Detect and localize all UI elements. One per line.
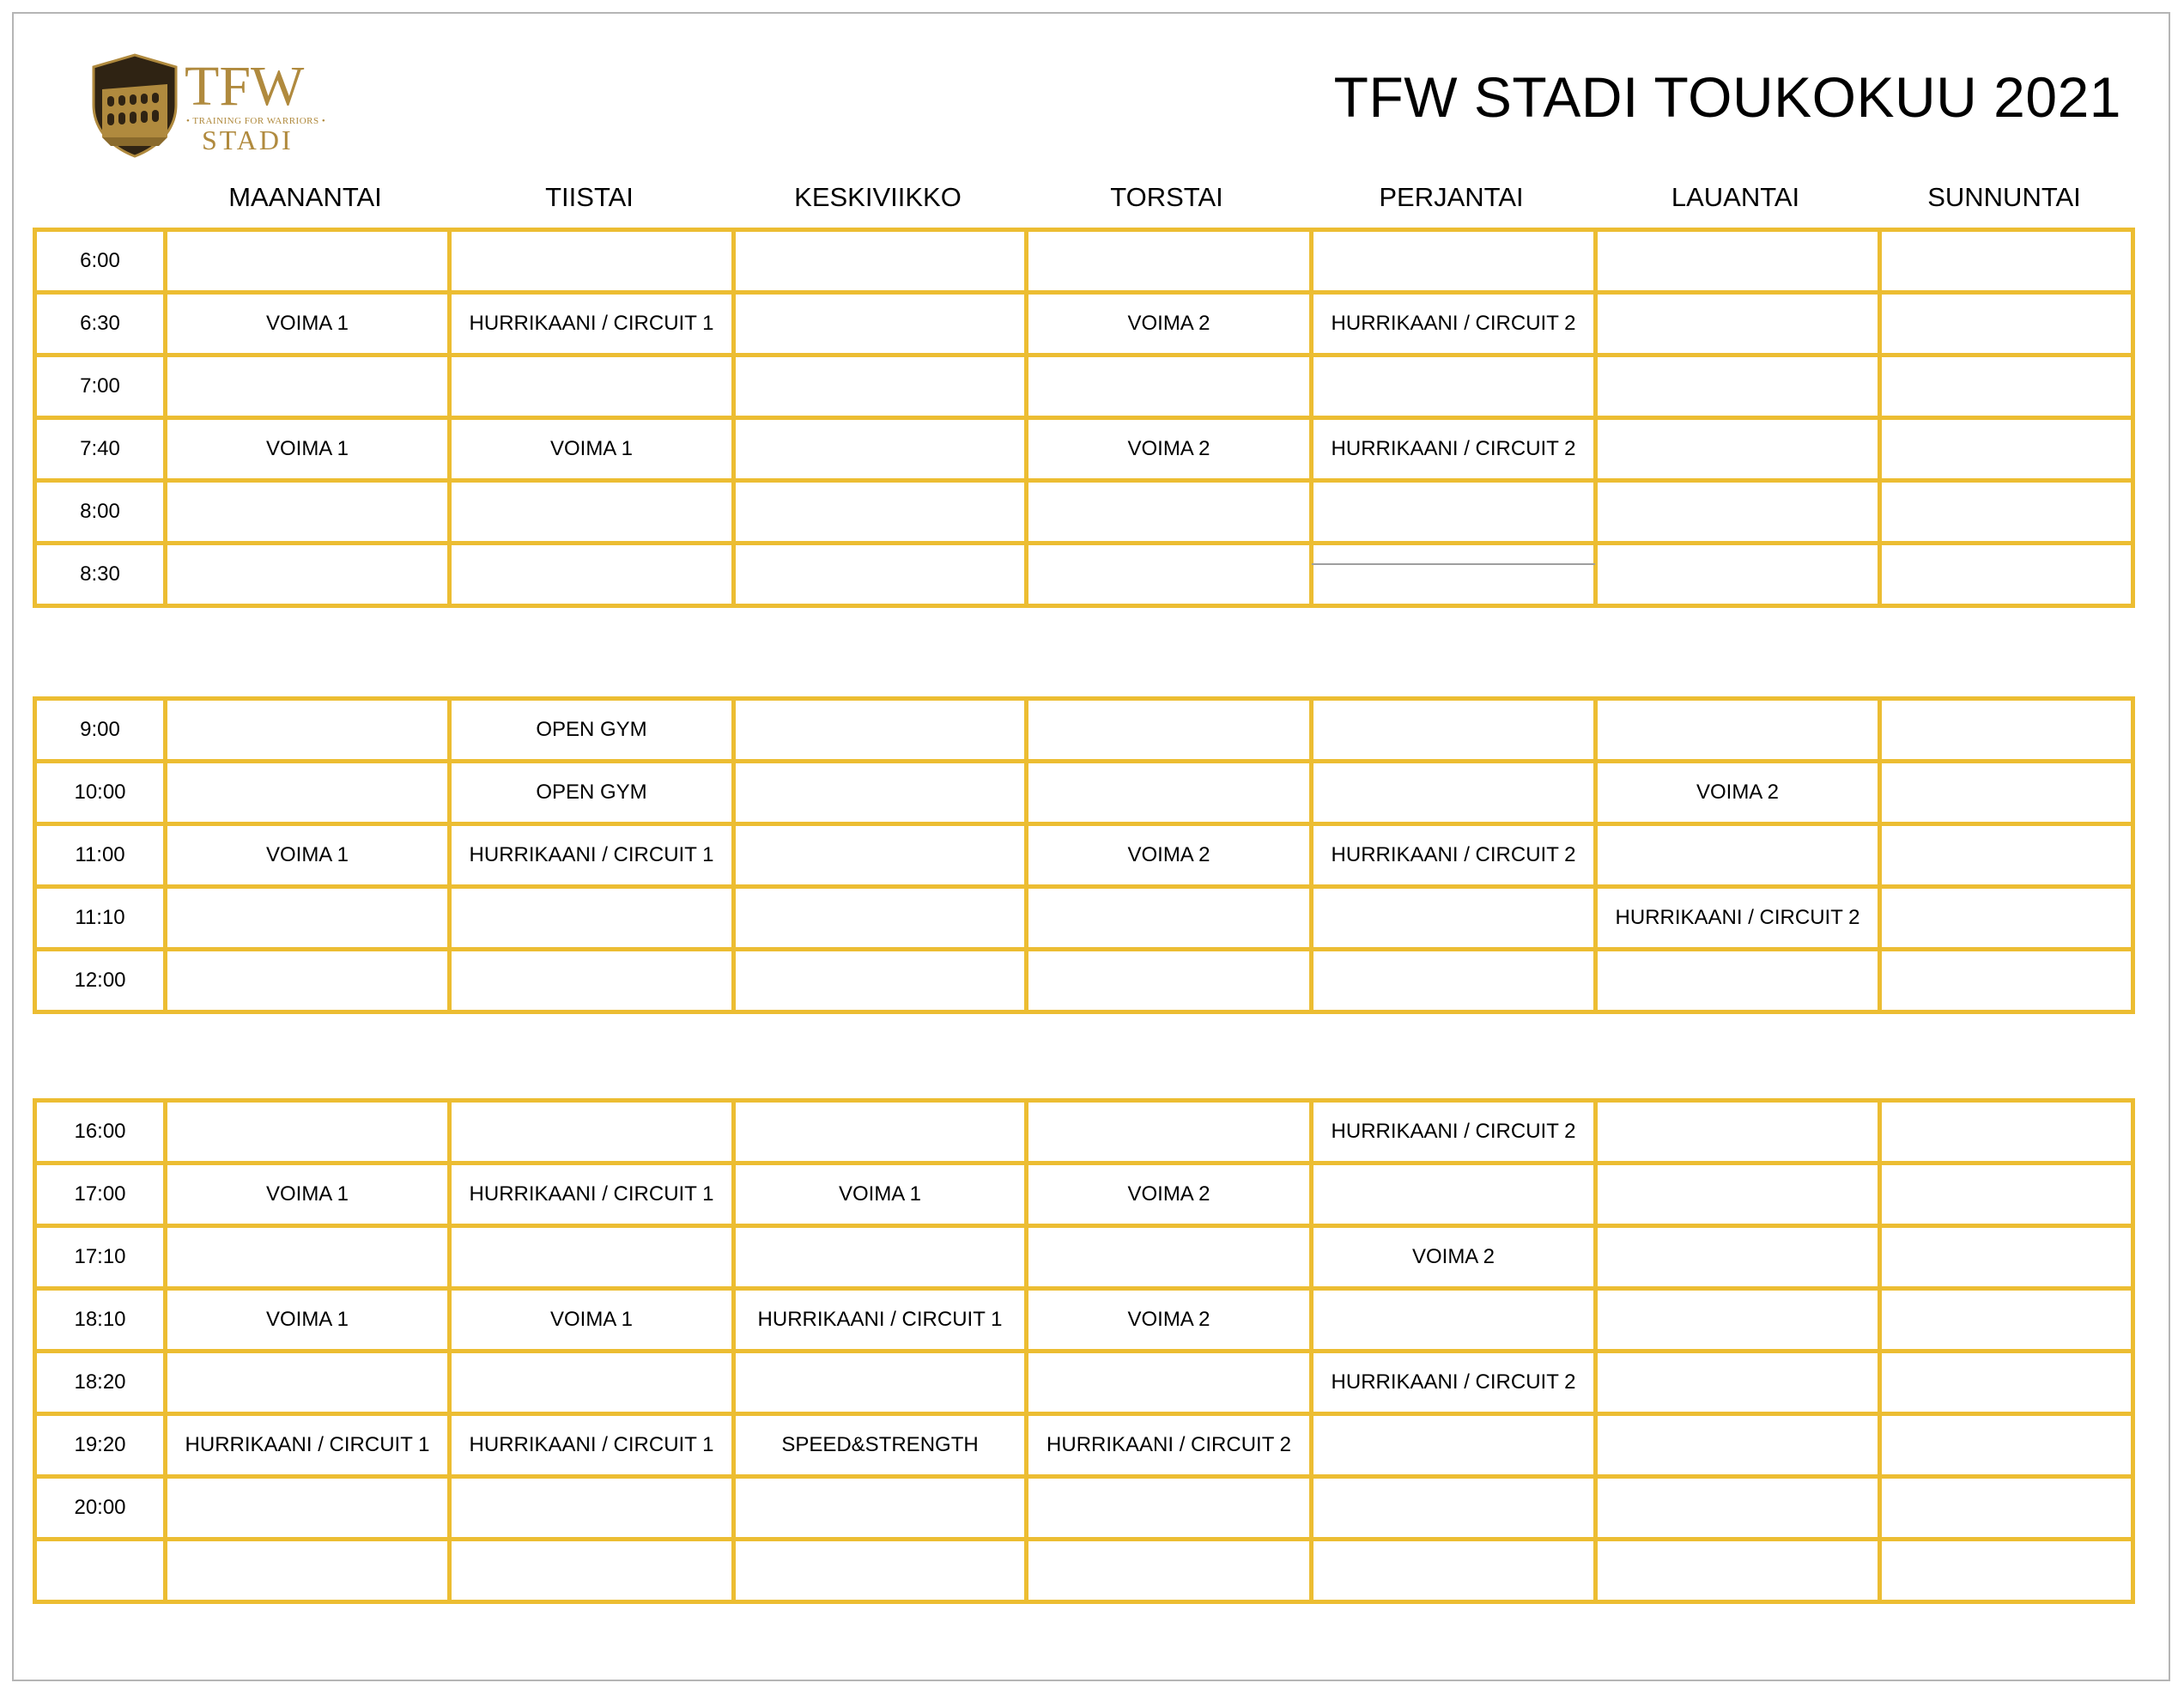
class-cell-thursday [1027, 230, 1312, 293]
class-cell-sunday [1880, 824, 2133, 887]
class-cell-monday: VOIMA 1 [166, 418, 450, 481]
class-cell-wednesday [734, 762, 1027, 824]
schedule-row [35, 1414, 2133, 1477]
class-cell-sunday [1880, 1289, 2133, 1352]
class-cell-saturday [1596, 699, 1880, 762]
class-cell-thursday [1027, 887, 1312, 950]
time-slot-label: 6:30 [35, 293, 166, 355]
class-cell-monday [166, 1477, 450, 1540]
class-cell-monday [166, 355, 450, 418]
schedule-row [35, 762, 2133, 824]
time-slot-label: 11:10 [35, 887, 166, 950]
class-cell-wednesday [734, 824, 1027, 887]
class-cell-wednesday [734, 355, 1027, 418]
class-cell-monday [166, 762, 450, 824]
class-cell-friday [1312, 887, 1596, 950]
schedule-row [35, 355, 2133, 418]
class-cell-monday [166, 887, 450, 950]
time-slot-label: 11:00 [35, 824, 166, 887]
class-cell-saturday [1596, 230, 1880, 293]
schedule-row [35, 481, 2133, 544]
class-cell-saturday [1596, 481, 1880, 544]
logo-location-text: STADI [202, 125, 294, 155]
class-cell-monday: VOIMA 1 [166, 824, 450, 887]
time-slot-label: 10:00 [35, 762, 166, 824]
day-header-friday: PERJANTAI [1379, 182, 1524, 212]
class-cell-monday [166, 1352, 450, 1414]
time-slot-label: 8:30 [35, 544, 166, 606]
class-cell-tuesday [450, 1352, 734, 1414]
class-cell-wednesday [734, 699, 1027, 762]
class-cell-sunday [1880, 1163, 2133, 1226]
class-cell-saturday [1596, 1414, 1880, 1477]
time-slot-label: 17:10 [35, 1226, 166, 1289]
class-cell-thursday: HURRIKAANI / CIRCUIT 2 [1027, 1414, 1312, 1477]
class-cell-thursday [1027, 481, 1312, 544]
class-cell-thursday [1027, 1540, 1312, 1602]
schedule-row [35, 418, 2133, 481]
class-cell-sunday [1880, 1540, 2133, 1602]
day-header-saturday: LAUANTAI [1671, 182, 1800, 212]
class-cell-monday [166, 699, 450, 762]
class-cell-tuesday [450, 950, 734, 1012]
class-cell-thursday: VOIMA 2 [1027, 824, 1312, 887]
schedule-table-morning [33, 228, 2135, 608]
class-cell-thursday [1027, 1101, 1312, 1163]
class-cell-sunday [1880, 1101, 2133, 1163]
class-cell-tuesday [450, 887, 734, 950]
class-cell-sunday [1880, 355, 2133, 418]
class-cell-saturday [1596, 1163, 1880, 1226]
schedule-table-evening [33, 1098, 2135, 1604]
class-cell-friday: HURRIKAANI / CIRCUIT 2 [1312, 1101, 1596, 1163]
class-cell-saturday [1596, 824, 1880, 887]
time-slot-label: 9:00 [35, 699, 166, 762]
class-cell-tuesday [450, 355, 734, 418]
class-cell-thursday [1027, 544, 1312, 606]
class-cell-saturday [1596, 355, 1880, 418]
class-cell-tuesday [450, 1540, 734, 1602]
class-cell-thursday [1027, 950, 1312, 1012]
class-cell-sunday [1880, 418, 2133, 481]
class-cell-tuesday [450, 544, 734, 606]
schedule-row [35, 824, 2133, 887]
day-header-sunday: SUNNUNTAI [1927, 182, 2081, 212]
class-cell-tuesday [450, 481, 734, 544]
colosseum-shield-icon [90, 52, 339, 160]
time-slot-label [35, 1540, 166, 1602]
schedule-row [35, 699, 2133, 762]
class-cell-sunday [1880, 293, 2133, 355]
class-cell-wednesday [734, 950, 1027, 1012]
class-cell-wednesday [734, 418, 1027, 481]
class-cell-sunday [1880, 762, 2133, 824]
class-cell-thursday [1027, 355, 1312, 418]
class-cell-thursday [1027, 699, 1312, 762]
class-cell-wednesday [734, 544, 1027, 606]
class-cell-monday: VOIMA 1 [166, 293, 450, 355]
schedule-row [35, 293, 2133, 355]
class-cell-tuesday: HURRIKAANI / CIRCUIT 1 [450, 293, 734, 355]
class-cell-monday [166, 230, 450, 293]
class-cell-friday [1312, 1289, 1596, 1352]
time-slot-label: 7:00 [35, 355, 166, 418]
class-cell-friday [1312, 699, 1596, 762]
class-cell-wednesday: VOIMA 1 [734, 1163, 1027, 1226]
time-slot-label: 17:00 [35, 1163, 166, 1226]
class-cell-wednesday [734, 1540, 1027, 1602]
class-cell-wednesday: SPEED&STRENGTH [734, 1414, 1027, 1477]
class-cell-friday [1312, 544, 1596, 606]
schedule-row [35, 230, 2133, 293]
class-cell-monday: HURRIKAANI / CIRCUIT 1 [166, 1414, 450, 1477]
class-cell-thursday [1027, 1226, 1312, 1289]
schedule-row [35, 1101, 2133, 1163]
class-cell-saturday [1596, 1101, 1880, 1163]
class-cell-sunday [1880, 230, 2133, 293]
time-slot-label: 6:00 [35, 230, 166, 293]
time-slot-label: 18:10 [35, 1289, 166, 1352]
class-cell-wednesday [734, 293, 1027, 355]
class-cell-wednesday [734, 1352, 1027, 1414]
class-cell-saturday [1596, 293, 1880, 355]
class-cell-thursday [1027, 1352, 1312, 1414]
class-cell-friday: HURRIKAANI / CIRCUIT 2 [1312, 293, 1596, 355]
class-cell-thursday: VOIMA 2 [1027, 293, 1312, 355]
page-title: TFW STADI TOUKOKUU 2021 [1333, 65, 2121, 129]
class-cell-tuesday: VOIMA 1 [450, 418, 734, 481]
class-cell-monday: VOIMA 1 [166, 1289, 450, 1352]
class-cell-monday [166, 544, 450, 606]
day-header-thursday: TORSTAI [1110, 182, 1223, 212]
class-cell-saturday [1596, 1477, 1880, 1540]
class-cell-friday: VOIMA 2 [1312, 1226, 1596, 1289]
class-cell-friday [1312, 481, 1596, 544]
class-cell-friday [1312, 1477, 1596, 1540]
class-cell-friday [1312, 762, 1596, 824]
time-slot-label: 8:00 [35, 481, 166, 544]
class-cell-tuesday [450, 230, 734, 293]
class-cell-monday [166, 481, 450, 544]
logo-brand-text: TFW [185, 55, 305, 118]
schedule-row [35, 1352, 2133, 1414]
class-cell-friday: HURRIKAANI / CIRCUIT 2 [1312, 1352, 1596, 1414]
class-cell-monday [166, 1540, 450, 1602]
class-cell-sunday [1880, 1477, 2133, 1540]
time-slot-label: 19:20 [35, 1414, 166, 1477]
weekday-header [33, 176, 2131, 219]
tfw-logo [90, 52, 339, 160]
logo-tagline-text: • TRAINING FOR WARRIORS • [186, 116, 326, 126]
class-cell-monday [166, 1226, 450, 1289]
class-cell-sunday [1880, 481, 2133, 544]
schedule-row [35, 1289, 2133, 1352]
class-cell-monday [166, 950, 450, 1012]
class-cell-saturday [1596, 950, 1880, 1012]
class-cell-saturday [1596, 418, 1880, 481]
class-cell-thursday: VOIMA 2 [1027, 1289, 1312, 1352]
time-slot-label: 16:00 [35, 1101, 166, 1163]
time-slot-label: 20:00 [35, 1477, 166, 1540]
class-cell-tuesday [450, 1101, 734, 1163]
schedule-row [35, 1163, 2133, 1226]
class-cell-tuesday: OPEN GYM [450, 699, 734, 762]
class-cell-tuesday: VOIMA 1 [450, 1289, 734, 1352]
class-cell-saturday [1596, 1352, 1880, 1414]
class-cell-wednesday [734, 1101, 1027, 1163]
class-cell-friday [1312, 230, 1596, 293]
class-cell-friday [1312, 355, 1596, 418]
class-cell-friday [1312, 1414, 1596, 1477]
class-cell-sunday [1880, 1226, 2133, 1289]
schedule-table-midday [33, 696, 2135, 1014]
time-slot-label: 18:20 [35, 1352, 166, 1414]
class-cell-thursday: VOIMA 2 [1027, 1163, 1312, 1226]
class-cell-tuesday: HURRIKAANI / CIRCUIT 1 [450, 1414, 734, 1477]
class-cell-friday: HURRIKAANI / CIRCUIT 2 [1312, 824, 1596, 887]
class-cell-saturday [1596, 544, 1880, 606]
schedule-row [35, 1226, 2133, 1289]
class-cell-wednesday [734, 481, 1027, 544]
class-cell-wednesday [734, 1477, 1027, 1540]
class-cell-saturday: VOIMA 2 [1596, 762, 1880, 824]
class-cell-thursday [1027, 1477, 1312, 1540]
schedule-row [35, 887, 2133, 950]
class-cell-wednesday [734, 230, 1027, 293]
class-cell-sunday [1880, 887, 2133, 950]
class-cell-friday [1312, 1540, 1596, 1602]
class-cell-sunday [1880, 1414, 2133, 1477]
day-header-monday: MAANANTAI [228, 182, 382, 212]
class-cell-sunday [1880, 544, 2133, 606]
class-cell-saturday: HURRIKAANI / CIRCUIT 2 [1596, 887, 1880, 950]
time-slot-label: 12:00 [35, 950, 166, 1012]
class-cell-monday [166, 1101, 450, 1163]
class-cell-wednesday: HURRIKAANI / CIRCUIT 1 [734, 1289, 1027, 1352]
class-cell-friday [1312, 1163, 1596, 1226]
schedule-row [35, 1477, 2133, 1540]
class-cell-tuesday: HURRIKAANI / CIRCUIT 1 [450, 824, 734, 887]
class-cell-tuesday: OPEN GYM [450, 762, 734, 824]
class-cell-tuesday: HURRIKAANI / CIRCUIT 1 [450, 1163, 734, 1226]
day-header-tuesday: TIISTAI [545, 182, 634, 212]
day-header-wednesday: KESKIVIIKKO [794, 182, 962, 212]
class-cell-wednesday [734, 887, 1027, 950]
class-cell-sunday [1880, 950, 2133, 1012]
class-cell-wednesday [734, 1226, 1027, 1289]
class-cell-saturday [1596, 1540, 1880, 1602]
class-cell-tuesday [450, 1477, 734, 1540]
class-cell-friday: HURRIKAANI / CIRCUIT 2 [1312, 418, 1596, 481]
class-cell-friday [1312, 950, 1596, 1012]
schedule-row [35, 1540, 2133, 1602]
time-slot-label: 7:40 [35, 418, 166, 481]
class-cell-thursday [1027, 762, 1312, 824]
class-cell-saturday [1596, 1289, 1880, 1352]
class-cell-tuesday [450, 1226, 734, 1289]
class-cell-sunday [1880, 1352, 2133, 1414]
class-cell-monday: VOIMA 1 [166, 1163, 450, 1226]
schedule-row [35, 544, 2133, 606]
schedule-row [35, 950, 2133, 1012]
class-cell-sunday [1880, 699, 2133, 762]
class-cell-saturday [1596, 1226, 1880, 1289]
class-cell-thursday: VOIMA 2 [1027, 418, 1312, 481]
divider-line [1312, 563, 1595, 565]
